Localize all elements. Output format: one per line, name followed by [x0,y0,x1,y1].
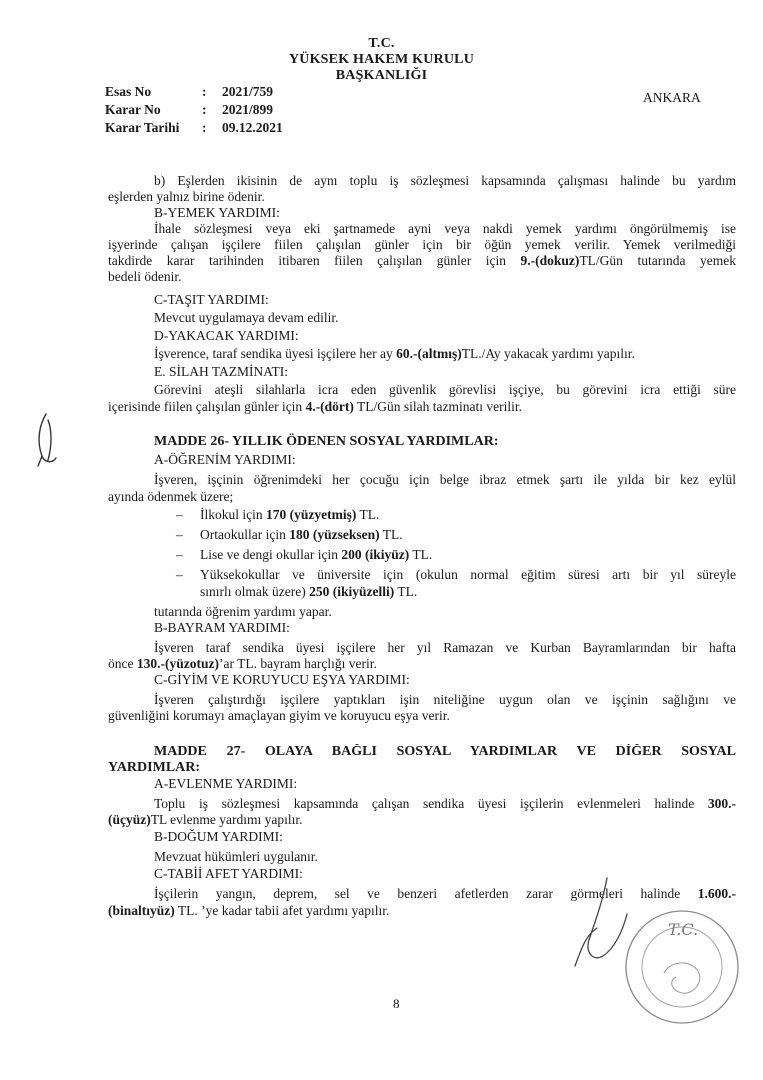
subheading-yemek: B-YEMEK YARDIMI: [154,205,280,220]
subheading-bayram: B-BAYRAM YARDIMI: [154,620,290,635]
subheading-tasit: C-TAŞIT YARDIMI: [154,292,269,307]
text-line: eşlerden yalnız birine ödenir. [108,189,265,204]
text-line: (binaltıyüz) TL. ’ye kadar tabii afet yardımı yapılır. [108,903,390,918]
subheading-yakacak: D-YAKACAK YARDIMI: [154,328,299,343]
esas-label: Esas No [105,84,152,99]
text-line: İşverence, taraf sendika üyesi işçilere her ay 60.-(altmış)TL./Ay yakacak yardımı yapılır. [154,346,635,361]
text-line: bedeli ödenir. [108,269,182,284]
page-number: 8 [393,996,400,1011]
header-tc: T.C. [368,36,395,51]
list-item: Yüksekokullar ve üniversite için (okulun normal eğitim süresi artı bir yıl süreyle [200,567,736,582]
header-institution: YÜKSEK HAKEM KURULU [288,52,475,67]
list-dash: – [176,507,183,522]
seal-inner-ring [642,927,722,1007]
text-line: b) Eşlerden ikisinin de aynı toplu iş sözleşmesi kapsamında çalışması halinde bu yardım [154,173,736,188]
text-line: Mevzuat hükümleri uygulanır. [154,849,318,864]
text-line: Toplu iş sözleşmesi kapsamında çalışan sendika üyesi işçilerin evlenmeleri halinde 300.- [154,796,736,811]
subheading-evlenme: A-EVLENME YARDIMI: [154,776,298,791]
subheading-dogum: B-DOĞUM YARDIMI: [154,829,283,844]
article-27-heading-cont: YARDIMLAR: [108,760,201,775]
text-line: İşveren taraf sendika üyesi işçilere her yıl Ramazan ve Kurban Bayramlarından bir hafta [154,640,736,655]
text-line: Mevcut uygulamaya devam edilir. [154,310,339,325]
karar-value: 2021/899 [222,102,274,117]
article-27-heading: MADDE 27- OLAYA BAĞLI SOSYAL YARDIMLAR VE DİĞER SOSYAL [154,744,736,759]
text-line: takdirde karar tarihinden itibaren fiilen çalışılan günler için 9.-(dokuz)TL/Gün tutarında yemek [108,253,736,268]
subheading-ogrenim: A-ÖĞRENİM YARDIMI: [154,452,296,467]
list-item: Lise ve dengi okullar için 200 (ikiyüz) TL. [200,547,433,562]
subheading-silah: E. SİLAH TAZMİNATI: [154,364,289,379]
list-dash: – [176,527,183,542]
text-line: İşveren, işçinin öğrenimdeki her çocuğu için belge ibraz etmek şartı ile yılda bir kez eylül [154,472,736,487]
esas-colon: : [202,84,207,99]
article-26-heading: MADDE 26- YILLIK ÖDENEN SOSYAL YARDIMLAR: [154,434,499,449]
text-line: tutarında öğrenim yardımı yapar. [154,604,332,619]
text-line: içerisinde fiilen çalışılan günler için 4.-(dört) TL/Gün silah tazminatı verilir. [108,399,523,414]
subheading-afet: C-TABİİ AFET YARDIMI: [154,866,303,881]
seal-text-top: T.C. [668,920,699,939]
text-line: önce 130.-(yüzotuz)’ar TL. bayram harçlığı verir. [108,656,377,671]
city-label: ANKARA [643,90,701,105]
text-line: İşveren çalıştırdığı işçilere yaptıkları işin niteliğine uygun olan ve işçinin sağlığını ve [154,692,736,707]
margin-initial-mark [30,410,64,470]
list-dash: – [176,547,183,562]
karar-colon: : [202,102,207,117]
list-dash: – [176,567,183,582]
esas-value: 2021/759 [222,84,274,99]
subheading-giyim: C-GİYİM VE KORUYUCU EŞYA YARDIMI: [154,672,410,687]
header-presidency: BAŞKANLIĞI [335,68,428,83]
tarih-colon: : [202,120,207,135]
tarih-value: 09.12.2021 [222,120,283,135]
text-line: (üçyüz)TL evlenme yardımı yapılır. [108,812,303,827]
text-line: Görevini ateşli silahlarla icra eden güvenlik görevlisi işçiye, bu görevini icra ettiği süre [154,382,736,397]
text-line: İhale sözleşmesi veya eki şartnamede ayni veya nakdi yemek yardımı öngörülmemiş ise [154,221,736,236]
list-item-continued: sınırlı olmak üzere) 250 (ikiyüzelli) TL. [200,584,418,599]
text-line: işyerinde çalışan işçilere fiilen çalışılan günler için bir öğün yemek verilir. Yemek verilmediği [108,237,736,252]
text-line: ayında ödenmek üzere; [108,489,234,504]
tarih-label: Karar Tarihi [105,120,180,135]
list-item: Ortaokullar için 180 (yüzseksen) TL. [200,527,403,542]
seal-emblem [664,963,700,993]
text-line: güvenliğini korumayı amaçlayan giyim ve koruyucu eşya verir. [108,708,450,723]
list-item: İlkokul için 170 (yüzyetmiş) TL. [200,507,380,522]
text-line: İşçilerin yangın, deprem, sel ve benzeri afetlerden zarar görmeleri halinde 1.600.- [154,886,736,901]
official-seal [620,905,740,1035]
karar-label: Karar No [105,102,161,117]
